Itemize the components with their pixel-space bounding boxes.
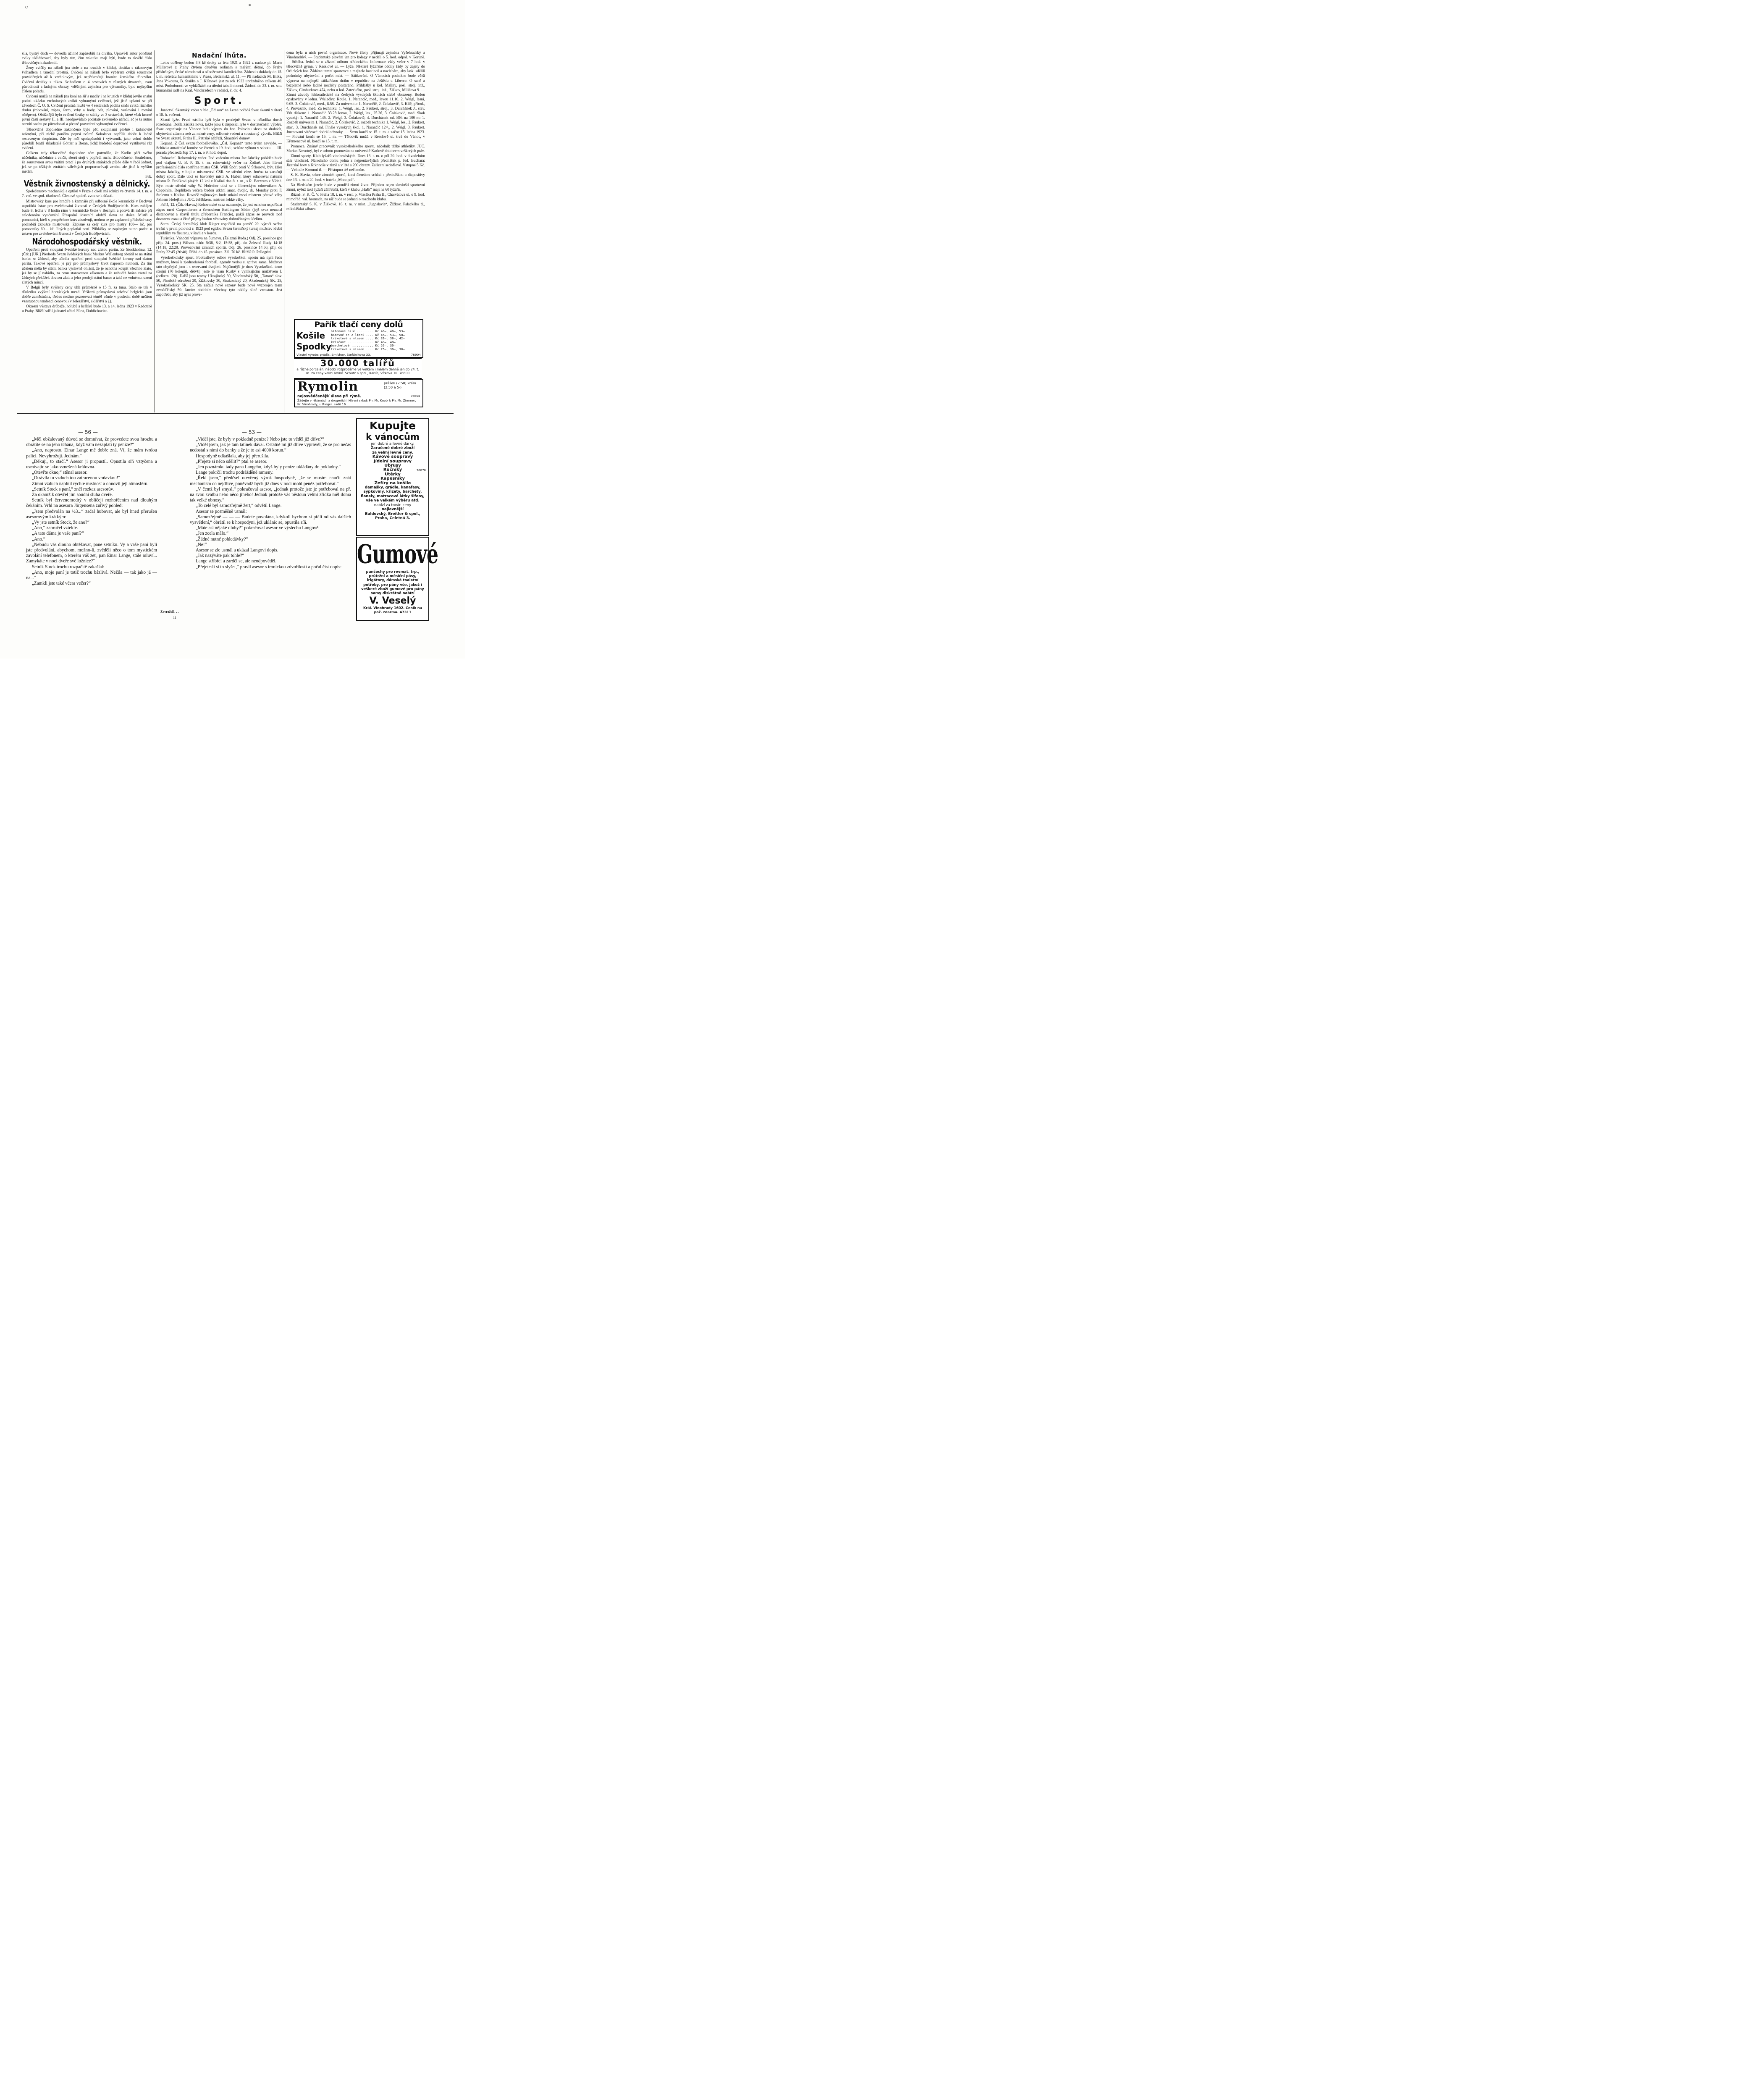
ad-parik-line: trikotové s vlasem .... Kč 32—, 38—, 42— [331,336,405,341]
nadacni-text: Letos uděleny budou 4:8 kč úroky za léta 1921 a 1922 z nadace pí. Marie Müllerové z Prahy čtyřem chudým rodinám s malými dětmi, do Prahy příslušným, české národnosti a náboženství katolického. Žádosti s doklady do 15. t. m. referátu humanitnímu v Praze, Betlemská ul. 11. — Při nadacích M. Bílka, Jana Vokouna, B. Staňka a J. Klímové jest za rok 1922 uprázdněno celkem 40. míst. Podrobnosti ve vyhláškách na úřední tabuli obecní. Žádosti do 23. t. m. soc. humanitní radě na Král. Vinohradech v radnici, č. dv. 4. [156,60,282,93]
feuilleton-paragraph: „Jsem předvolán na ½3...“ začal hubovat, ale byl hned přerušen asesorovým krátkým: [26,509,157,520]
feuilleton-paragraph: „Ano.“ [32,536,45,542]
ad-kupujte-line: nabízí za továr. ceny [374,503,412,507]
article-akademie-p5: Celkem tedy tělocvičné dopoledne nám potvrdilo, že Karlín pěčí svého náčelníka, náčelnice a cvičit, sborů stojí v popředí ruchu tělocvičného. Soufeženo, že soustavnou svou vnitřní prací i po druhých stránkách půjde dále v řadě jednot, jež se po těžkých ztrátách válečných propracovávají zvolna ale jistě k vyšším metám. [22,150,152,174]
sport-serm: Šerm. Český šermířský klub Rieger uspořádá na paměť 20. výročí svého trvání v první polovici r. 1923 pod egidou Svazu šermířský turnaj mužstev klubů republiky ve fleuretu, v šavli a v kordu. [156,221,282,236]
ad-kupujte-line: Kávové soupravy [372,454,413,459]
feuilleton-right-column [190,437,351,625]
ad-kupujte-line: Zaručeně dobré zboží [370,446,415,451]
ad-kupujte-line: Ubrusy [384,463,401,468]
ad-parik-footer: Vlastní výroba prádla. Smíchov, Štefánikova 33. [296,353,371,357]
ad-parik-line: barchetové ............ Kč 26—, 30— [331,344,396,348]
feuilleton-paragraph: Setník byl červenomodrý v obličeji rozhořčením nad dlouhým čekáním. Vrhl na asesora Jörgensena zuřivý pohled: [26,498,157,509]
ad-rymolin-price: prášek (2:50) krém (2:50 a 5-) [384,381,416,389]
right-vysokoskolsky-cont: dena byla u nich pevná organisace. Nové členy přijímají zejména Vyšehradský a Vinohradský. — Studentské plování jen pro kolegy v neděli o 5. hod. odpol. v Koruně. — Střelba. Jedná se o zřízení odboru střeleckého. Informace vždy večer v 7 hod. v tělocvičně gymn. v Resslově ul. — Lyže. Některé lyžařské oddíly řády by zajely do Orlických hor. Žádáme tamní sportovce a majitele hostinců a noclehárn, aby lask. sdělili podmínky ubytování a počet míst. — Sáňkování. O Vánocích podnikne bude větší výprava na nejlepší sáňkařskou dráhu v republice na Ještědu u Liberce. O saně a bezplatné nebo laciné noclehy postaráno. Přihlášky u kol. Maliny, posl. stroj. inž., Žižkov, Cimburkova 474, nebo u kol. Zateckého, posl. stroj. inž., Žižkov, Miličova 9. — Zimní závody lehkoatletické na českých vysokých školách slabě obsazeny. Budou opakovány v lednu. Výsledky: Koule. 1. Narančič, med., levou 11.10. 2. Weigl, lesní, 9.05. 3. Čolakovič, med., 8.58. Za universitu: 1. Narančič, 2. Čolakovič, 3. Klíč, přírod., 4. Provaznik, med. Za techniku: 1. Weigl, les., 2. Paukert, stroj., 3. Durchánek J., stav. Vrh diskem: 1. Narančič 33.28 levou, 2. Weigl, les., 25.26, 3. Čolakovič, med. Skok vysoký: 1. Narančič 145, 2. Weigl, 3. Čolakovič, 4. Durchánek ml. Běh na 100 m: 1. Rozběh universita 1. Narančič, 2. Čolakovič. 2. rozběh technika 1. Weigl, les., 2. Paukert, stav., 3. Durchánek ml. Finále vysokých škol. 1. Narančič 12¹/₅, 2. Weigl, 3. Paukert. Jmenovaní vítězové obdrží odznaky. — Šerm končí se 15. t. m. a začne 15. ledna 1923. — Plování končí se 15. t. m. — Tělocvik mužů v Resslově ul. trvá do Vánoc, v Křemencově ul. končí se 15. t. m. [286,50,425,143]
feuilleton-series-number: 11 [173,616,176,620]
feuilleton-paragraph: „Žádné nutné pohledávky?“ [196,536,248,542]
ad-parik-kosile: Košile [296,331,325,341]
page-number-left: — 56 — [78,429,98,435]
feuilleton-paragraph: „Otevřte okno,“ stěnal asesor. [32,470,88,475]
sport-turistika: Turistika. Vánoční výprava na Šumavu. (Železná Ruda.) Odj. 25. prosince (po příp. 24. pros.) Wilson. nádr. 5:38, 8:2, 15:58, příj. do Železné Rudy 14:18 (14:18, 22:28. Provozování zimních sportů. Odj. 26. prosince 14:50, příj. do Prahy 22:45 (20:40). Přihl. do 15. prosince. Zál. 70 kč. Bližší O. Pellegrini. [156,236,282,255]
feuilleton-paragraph: Zimní vzduch naplnil rychle místnost a obnovil její atmosféru. [32,481,149,486]
ad-parik-line: trikotové s vlasem .... Kč 25—, 30—, 38— [331,347,405,351]
feuilleton-series-note: Zavraždil. . . [160,610,179,614]
column-left [22,51,152,412]
heading-nadacni: Nadační lhůta. [192,52,247,59]
vestnik-p2: Mistrovský kurs pro hrnčíře a kamnáře při odborné škole keramické v Bechyni uspořádá ústav pro zvelebování živností v Českých Budějovicích. Kurs zahájen bude 8. ledna v 8 hodin ráno v keramické škole v Bechyni a potrvá tři měsíce při celodenním vyučování. Přespolní účastníci obdrží slevu na dráze. Mistři a pomocníci, kteří s prospěchem kurs absolvují, mohou se po zaplacení příslušné taxy podrobiti zkoušce mistrovské. Zápisné za celý kurs pro mistry 100— kč, pro pomocníky 60— kč. Jiných poplatků není. Přihlášky se zapisným nutno podati u ústavu pro zvelebování živností v Českých Budějovicích. [22,199,152,236]
ad-parik-line: kriséové .............. Kč 40—, 48— [331,340,396,344]
article-akademie-p2: Ženy cvičily na nářadí (na stole a na kruzích v klidu), desítku s rákosovým švihadlem a taneční prostná. Cvičení na nářadí bylo výběrem cviků soustavně prováděných až k vrcholovým, jež nepřekročují hranice ženského tělocviku. Cvičení desítky s rákos. švihadlem o 4 sestavách v různých útvarech, svou původností a ladnými obrazy, vděčnými zejména pro výtvarníky, bylo nejlepším číslem pořadu. [22,66,152,93]
right-zimni-sporty: Zimní sporty. Klub lyžařů vinohradských. Dnes 13. t. m. o půl 20. hod. v divadelním sále vinohrad. Národního domu jedna z nejpoutavějších přednášek p. řed. Buchara: Jizerské hory a Krkonoše v zimě a v létě s 200 obrazy. Zařízení sedadlové. Vstupné 5 Kč. — Vchod z Korunní tř. — Přístupno též nečlenům. [286,154,425,172]
ad-kupujte-title: Kupujte [370,420,416,432]
feuilleton-paragraph: „Jen poznámku tady pana Langeho, když byly peníze ukládány do pokladny.“ [196,465,341,470]
ad-gumove-address: Král. Vinohrady 1602. Ceník na pož. zdarma. [363,606,422,614]
feuilleton-paragraph: „Jak nazýváte pak tohle?“ [196,553,244,559]
feuilleton-paragraph: „Řekl jsem,“ předčsel otevřený výrok hospodyně, „že se musím naučit znát mechanism co nejdříve, poněvadž bych již dnes v noci mohl peněz potřebovat.“ [190,475,351,486]
corner-mark: c [25,4,28,10]
feuilleton-paragraph: Za okamžik otevřel jim soudní sluha dveře. [32,492,113,498]
ad-gumove-firm: V. Veselý [369,596,416,606]
ad-kupujte-line: Zefíry na košile [374,480,411,486]
heading-narodohospodarsky: Národohospodářský věstník. [32,237,142,247]
ad-parik-title: Pařík tlačí ceny dolů [314,320,403,329]
ad-kupujte-line: za velmi levné ceny. [372,450,413,455]
section-rule [17,413,454,414]
sport-vysokoskolsky: Vysokoškolský sport. Footballový odbor vysokoškol. sportu má nyní řadu mužstev, která k zjednodušení football. agendy vedou si správu sama. Mužstva tato obyčejně jsou i s reservami dvojimi. Nejčinnější je dnes Vysokoškol. team strojní (70 kolegů), dětvšij jeste je team Ruský s vynikajícím mužstvem I. (celkem 120). Další jsou teamy Ukrajinský 30, Vinohradský 50, „Tatran“ slov. 50, Plzeňské sdružení 20, Žižkovský 30, Strakonický 20, Akademický SK. 25, Vysokoškolský SK. 25. Sta začala nově sezony bude nově vyzbrojen team zeměďělský 50. Jarním obdobím všechny tyto oddíly silně vzrostou. Jest zapotřebí, aby již nyní prove- [156,255,282,297]
feuilleton-paragraph: „Nebudu vás dlouho obtěžovat, pane setníku. Vy a vaše paní byli jste předvoláni, abychom, možno-li, zvěděli něco o tom mystickém zavolání telefonem, o kterém váš zeť, pan Einar Lange, stále mluví... Zamykáte v noci dveře své ložnice?“ [26,542,157,564]
ad-parik-line: barevné se 2 límci .... Kč 45—, 53—, 58— [331,333,405,337]
feuilleton-paragraph: „Přejete si něco sdělit?“ ptal se asesor. [196,459,268,464]
ad-gumove-code: 47311 [399,610,412,614]
ad-rymolin-text: Žádejte v lékárnách a drogeriích! Hlavní sklad: Ph. Mr. Knob & Ph. Mr. Zimmer, Kr. Vinohrady, u Rieger. sadů 16. [297,399,416,406]
feuilleton-paragraph: „Viděl jste, že byly v pokladně peníze? Nebo jste to věděl již dříve?“ [196,437,324,442]
narodo-p1: Opatření proti stoupání švédské koruny nad zlatou paritu. Ze Stockholmu, 12. (Čtk.) [UR.] Předseda Svazu švédských bank Markus Wallenberg obrátil se na státní banku se žádostí, aby učinila opatření proti stoupání švédské koruny nad zlatou paritu. Takové opatření je prý pro průmyslový život naprosto nutností. Za tím účelem měla by státní banka výslovně ohlásit, že je ochotna koupit všechno zlato, jež by se jí nabídlo, za cenu stanovenou zákonem a že nebudiž brána zřetel na žádných překážek dovozu zlata a jeho prodeji státní bance a také ne volnému razení zlatých mincí. [22,247,152,284]
ad-rymolin [294,379,423,407]
ad-talire-text: a různé porcelán. nádobí rozprodáme ve velkém i malém denně jen do 24. t. m. za ceny velmi levné. Schütz a spol., Karlín, Vítkova 10. [296,368,419,375]
ad-kupujte-line: Baldovský, Breitler & spol., Praha, Celetná 3. [365,512,420,520]
feuilleton-paragraph: „Ano,“ zabručel vztekle. [32,525,78,531]
ad-parik-spodky: Spodky [296,341,332,352]
ad-parik [294,319,423,358]
ad-kupujte-code: 76878 [416,469,426,472]
ad-parik-pricelist [331,330,421,352]
feuilleton-paragraph: „V čemž byl smysl,“ pokračoval asesor, „jednak protože jste je potřeboval na př. na svou svatbu nebo něco jiného! Jednak protože vás pěstoun velmi zřídka měl doma tak velké obnosy.“ [190,486,351,503]
heading-sport: Sport. [194,94,244,107]
feuilleton-paragraph: „Máte asi nějaké dluhy?“ pokračoval asesor ve výslechu Langově. [196,525,320,531]
center-mark: * [249,3,251,9]
narodo-p3: Okresní výstava drůbeže, holubů a králíků bude 13. a 14. ledna 1923 v Radotíně u Prahy. Bližší sdělí jednatel učitel Fürst, Dobřichovice. [22,304,152,313]
ad-kupujte-line: nejlevnější [381,507,404,512]
column-right [286,50,425,318]
ad-kupujte-line: jen dobré a levné dárky. [371,442,414,446]
right-bled: Na Bledském jezeře bude v pondělí zimní život. Přijedou nejen slovinští sportovní zimní, nýbrž také lyžaři záhřebští, kteří v klubu „Hašk“ mají na 60 lyžařů. [286,182,425,192]
feuilleton-paragraph: „A tato dáma je vaše paní?“ [32,531,84,536]
feuilleton-paragraph: „Viděl jsem, jak je tam tatínek dával. Ostatně mi již dříve vyprávěl, že se pro nečas nedostal s nimi do banky a že je to asi 4000 korun.“ [190,442,351,453]
article-akademie-p4: Tělocvičné dopoledne zakončeno bylo pěti skupinami plošně i kuželovitě řešenými, při nichž použito poprsí tvůrců Sokolstva nepříliš dobře k ladně sestaveným skupinám. Zde by měl spolupůsobit i výtvarník, jako velmi dobře působili bratři skladatelé Göttler a Beran, jichž hudební doprovod vystihoval ráz cvičení. [22,127,152,150]
right-slavia: S. K. Slavia, sekce zimních sportů, koná členskou schůzi s přednáškou a diapositivy dne 13. t. m. o 20. hod. v hotelu „Monopol“. [286,173,425,182]
ad-talire-code: 76800 [399,371,410,375]
feuilleton-paragraph: Asesor se zle usmál a ukázal Langovi dopis. [196,548,278,553]
feuilleton-paragraph: „Měl obžalovaný důvod se domnívat, že provedete svou hrozbu a obrátíte se na jeho tchána, když vám nezaplatí ty peníze?“ [26,437,157,448]
ad-kupujte [356,418,429,536]
feuilleton-paragraph: „Děkuji, to stačí.“ Asesor ji propustil. Opustila síň vztyčena a usmívajíc se jako vznešená královna. [26,459,157,470]
feuilleton-paragraph: „To celé byl samozřejmě žert,“ odvětil Lange. [196,503,282,509]
feuilleton-paragraph: „Setník Stock s paní,“ zněl rozkaz asesorův. [32,486,114,492]
narodo-p2: V Belgii byly zvýšeny ceny uhlí průměrně o 15 fr. za tunu. Stalo se tak v důsledku zvýšení horníckých mezd. Veškerá průmyslová odvětví belgická jsou dobře zaměstnána, třebas možno pozorovati téměř všude v poslední době určitou vzestupnou tendenci cenovou (v železářství, sklářství a j.). [22,285,152,304]
feuilleton-paragraph: „Vy jste setník Stock, že ano?“ [32,520,89,525]
feuilleton-paragraph: „Ano, naprosto. Einar Lange mě dobře zná. Ví, že mám tvrdou palici. Nevyhrožuji. Jednám.“ [26,448,157,459]
ad-gumove [356,537,438,621]
feuilleton-paragraph: „Jen zcela málo.“ [196,531,228,536]
sport-pariz: Paříž, 12. (Čtk.-Havas.) Rohovnické svaz oznamuje, že jest ochoten uspořádat zápas mezi Carpentierem a černochem Battlingem Sikim (jejž svaz neuznal distancovat a zbavil titulu přeborníka Francie), pakli zápas se provede pod dozorem svazu a čisté příjmy budou věnovány dobročinným účelům. [156,202,282,221]
ad-parik-line: šifonové bílé ......... Kč 40—, 48—, 53— [331,329,405,333]
article-akademie-p1: síla, bystrý duch — dovedla účinně zapůsobiti na diváka. Upraví-li autor poněkud cviky uklidňovací, aby byly tím, čím vskutku mají býti, bude to skvělé číslo tělocvičných akademií. [22,51,152,65]
ad-rymolin-code: 76854 [410,394,420,398]
feuilleton-paragraph: „Otrávila tu vzduch tou zatracenou voňavkou!“ [32,475,121,481]
ad-kupujte-subtitle: k vánocům [366,432,420,442]
newspaper-page [0,0,465,659]
sport-kopana: Kopaná. Z Čsl. svazu footballového. „Čsl. Kopaná“ tento týden nevyjde. — Schůzka amatérské komise ve čtvrtek o 19. hod.; schůze výboru v sobotu. — III. porada předsedů žup 17. t. m. o 9. hod. dopol. [156,141,282,155]
right-studentsky: Studentský S. K. v Žižkově. 16. t. m. v mist. „Jugoslavie“, Žižkov, Palackého tř., mikulášská zábava. [286,202,425,211]
feuilleton-paragraph: „Samozřejmě — — — Budete povolána, kdykoli bychom si přáli od vás dalších vysvětlení,“ obrátil se k hospodyni, jež ukláníc se, opustila síň. [190,514,351,525]
feuilleton-paragraph: Asesor se posměšně usmál: [196,509,247,514]
feuilleton-paragraph: „Zamkli jste také včera večer?“ [32,581,91,586]
column-middle [156,51,282,412]
ad-gumove-text: punčochy pro revmat. trp., průtržní a měsíční pásy, irigátory, dámské toaletní potřeby, pro pány vše, jakož i veškeré zboží gumové pro pány samy diskrétně nabízí [361,570,424,596]
article-akademie-p3: Cvičení mužů na nářadí (na koni na šíř s madly i na kruzích v klidu) jevilo snahu podati ukázku vrcholových cviků vybranými cvičenci, jež jistě uplatní se při závodech Č. O. S. Cvičení prostná mužů ve 4 sestavách podala směs cviků různého druhu (rohování, zápas, šerm, vrhy a hody, běh, plování, veslování i metání oštěpem). Obtížnější bylo cvičení šestky se stálky ve 3 sestavách, které však kromě první části sestavy II. a III. neodpovídalo podstatě zvoleného nářadí, ač je ta nutno oceniti snahu po původnosti a přesné provedení vybranými cvičenci. [22,94,152,126]
sport-skauti-lyze: Skautí lyže. První zásilka lyží byla v prodejně Svazu v několika dnech rozebrána. Došla zásilka nová, takže jsou k disposici lyže v dostatečném výběru. Svaz organisuje na Vánoce řadu výprav do hor. Polovinu slevu na drahách, ubytování zdarma neb za mírné ceny, odborné vedení a soustavný výcvik. Bližší ve Svazu skautů, Praha II., Petrské nábřeží, Skautský domov. [156,117,282,141]
ad-parik-code: 76904 [411,353,421,357]
feuilleton-left-column [26,437,157,625]
ad-rymolin-title: Rymolin [297,379,359,394]
ad-talire [294,358,422,379]
feuilleton-paragraph: Hospodyně odkašlala, aby jej přerušila. [196,453,269,459]
ad-kupujte-line: Utěrky [385,472,401,477]
right-promoce: Promoce. Známý pracovník vysokoškolského sportu, náčelník těžké athletiky, JUC. Marian Novotný, byl v sobotu promován na universitě Karlově doktorem veškerých práv. [286,144,425,153]
sport-junactvi: Junáctví. Skautský večer v bio „Edison“ na Letné pořádá Svaz skautů v úterý o 18. h. večerní. [156,108,282,117]
heading-vestnik: Věstník živnostenský a dělnický. [24,178,150,189]
ad-gumove-title: Gumové [357,539,438,570]
ad-rymolin-slogan: nejosvědčenější úleva při rýmě. [297,394,362,399]
vestnik-p1: Společenstvo mechaniků a optiků v Praze a okolí má schůzi ve čtvrtek 14. t. m. o 7. več. ve spol. úřadovně. Členové společ. zvou se k účasti. [22,189,152,198]
sport-rohovani: Rohování. Rohovnický večer. Pod vedením mistra Joe Jahelky pořádán bude pod vlajkou U. B. P. 15. t. m. rohovnický večer na Žofíně. Jako hlavní profesionální číslo spatříme mistra ČSR. Willi Špörl proti V. Šťkorovi, býv. žáku mistra Jahelky, v boji o mistrovství ČSR. ve střední váze. Jména ta zaručují dobrý sport. Dále utká se bavorský mistr A. Huber, který odnoroval našemu mistru R. Frolíkovi plných 12 kol v Kolíně dne 8. t. m., s R. Berzzem z Vídně. Býv. mistr střední váhy W. Hofreiter utká se s libereckým rohovníkem A. Coppiním. Doplňkem večera budou utkání amat. dvojic, dr. Monday proti F. Stolemu z Kolína. Rovněž zajímavým bude utkání mezi mistrem pérové váhy Johnem Hořejším a JUC. Jeřábkem, mistrem lehké váhy. [156,155,282,202]
feuilleton-paragraph: Lange pokrčil trochu podrážděně rameny. [196,470,274,475]
page-number-right: — 53 — [242,429,262,435]
article-signature: nvk. [145,174,152,179]
ad-kupujte-line: Kapesníky [380,476,405,481]
feuilleton-paragraph: „Přejete-li si to slyšet,“ pravil asesor s ironickou zdvořilostí a počal číst dopis: [196,564,342,570]
ad-talire-title: 30.000 talířů [320,358,396,368]
feuilleton-paragraph: „Ano, moje paní je totiž trochu bázlivá. Nežila — tak jako já — na...“ [26,570,157,581]
ad-kupujte-line: damašky, grádle, kanafasy, sypkoviny, křizety, barchety, flanely, matracové látky šifony, vše ve velkém výběru atd. [361,486,425,503]
ad-kupujte-line: Jídelní soupravy [373,459,412,464]
feuilleton-paragraph: „Ne!“ [196,542,207,547]
feuilleton-paragraph: Setník Stock trochu rozpačitě zakašlal: [32,564,105,570]
feuilleton-paragraph: Lange stříbřel a zardčl se, ale neodpověděl. [196,559,277,564]
right-ruzne: Různé. S. K. Č. V. Praha 18. t. m. v rest. p. Vlasáka Praha II., Charvátova ul. o 9. hod. mimořád. val. hromada, na níž bude se jednati o rozchodu klubu. [286,192,425,201]
ad-kupujte-line: Ručníky [383,467,402,472]
